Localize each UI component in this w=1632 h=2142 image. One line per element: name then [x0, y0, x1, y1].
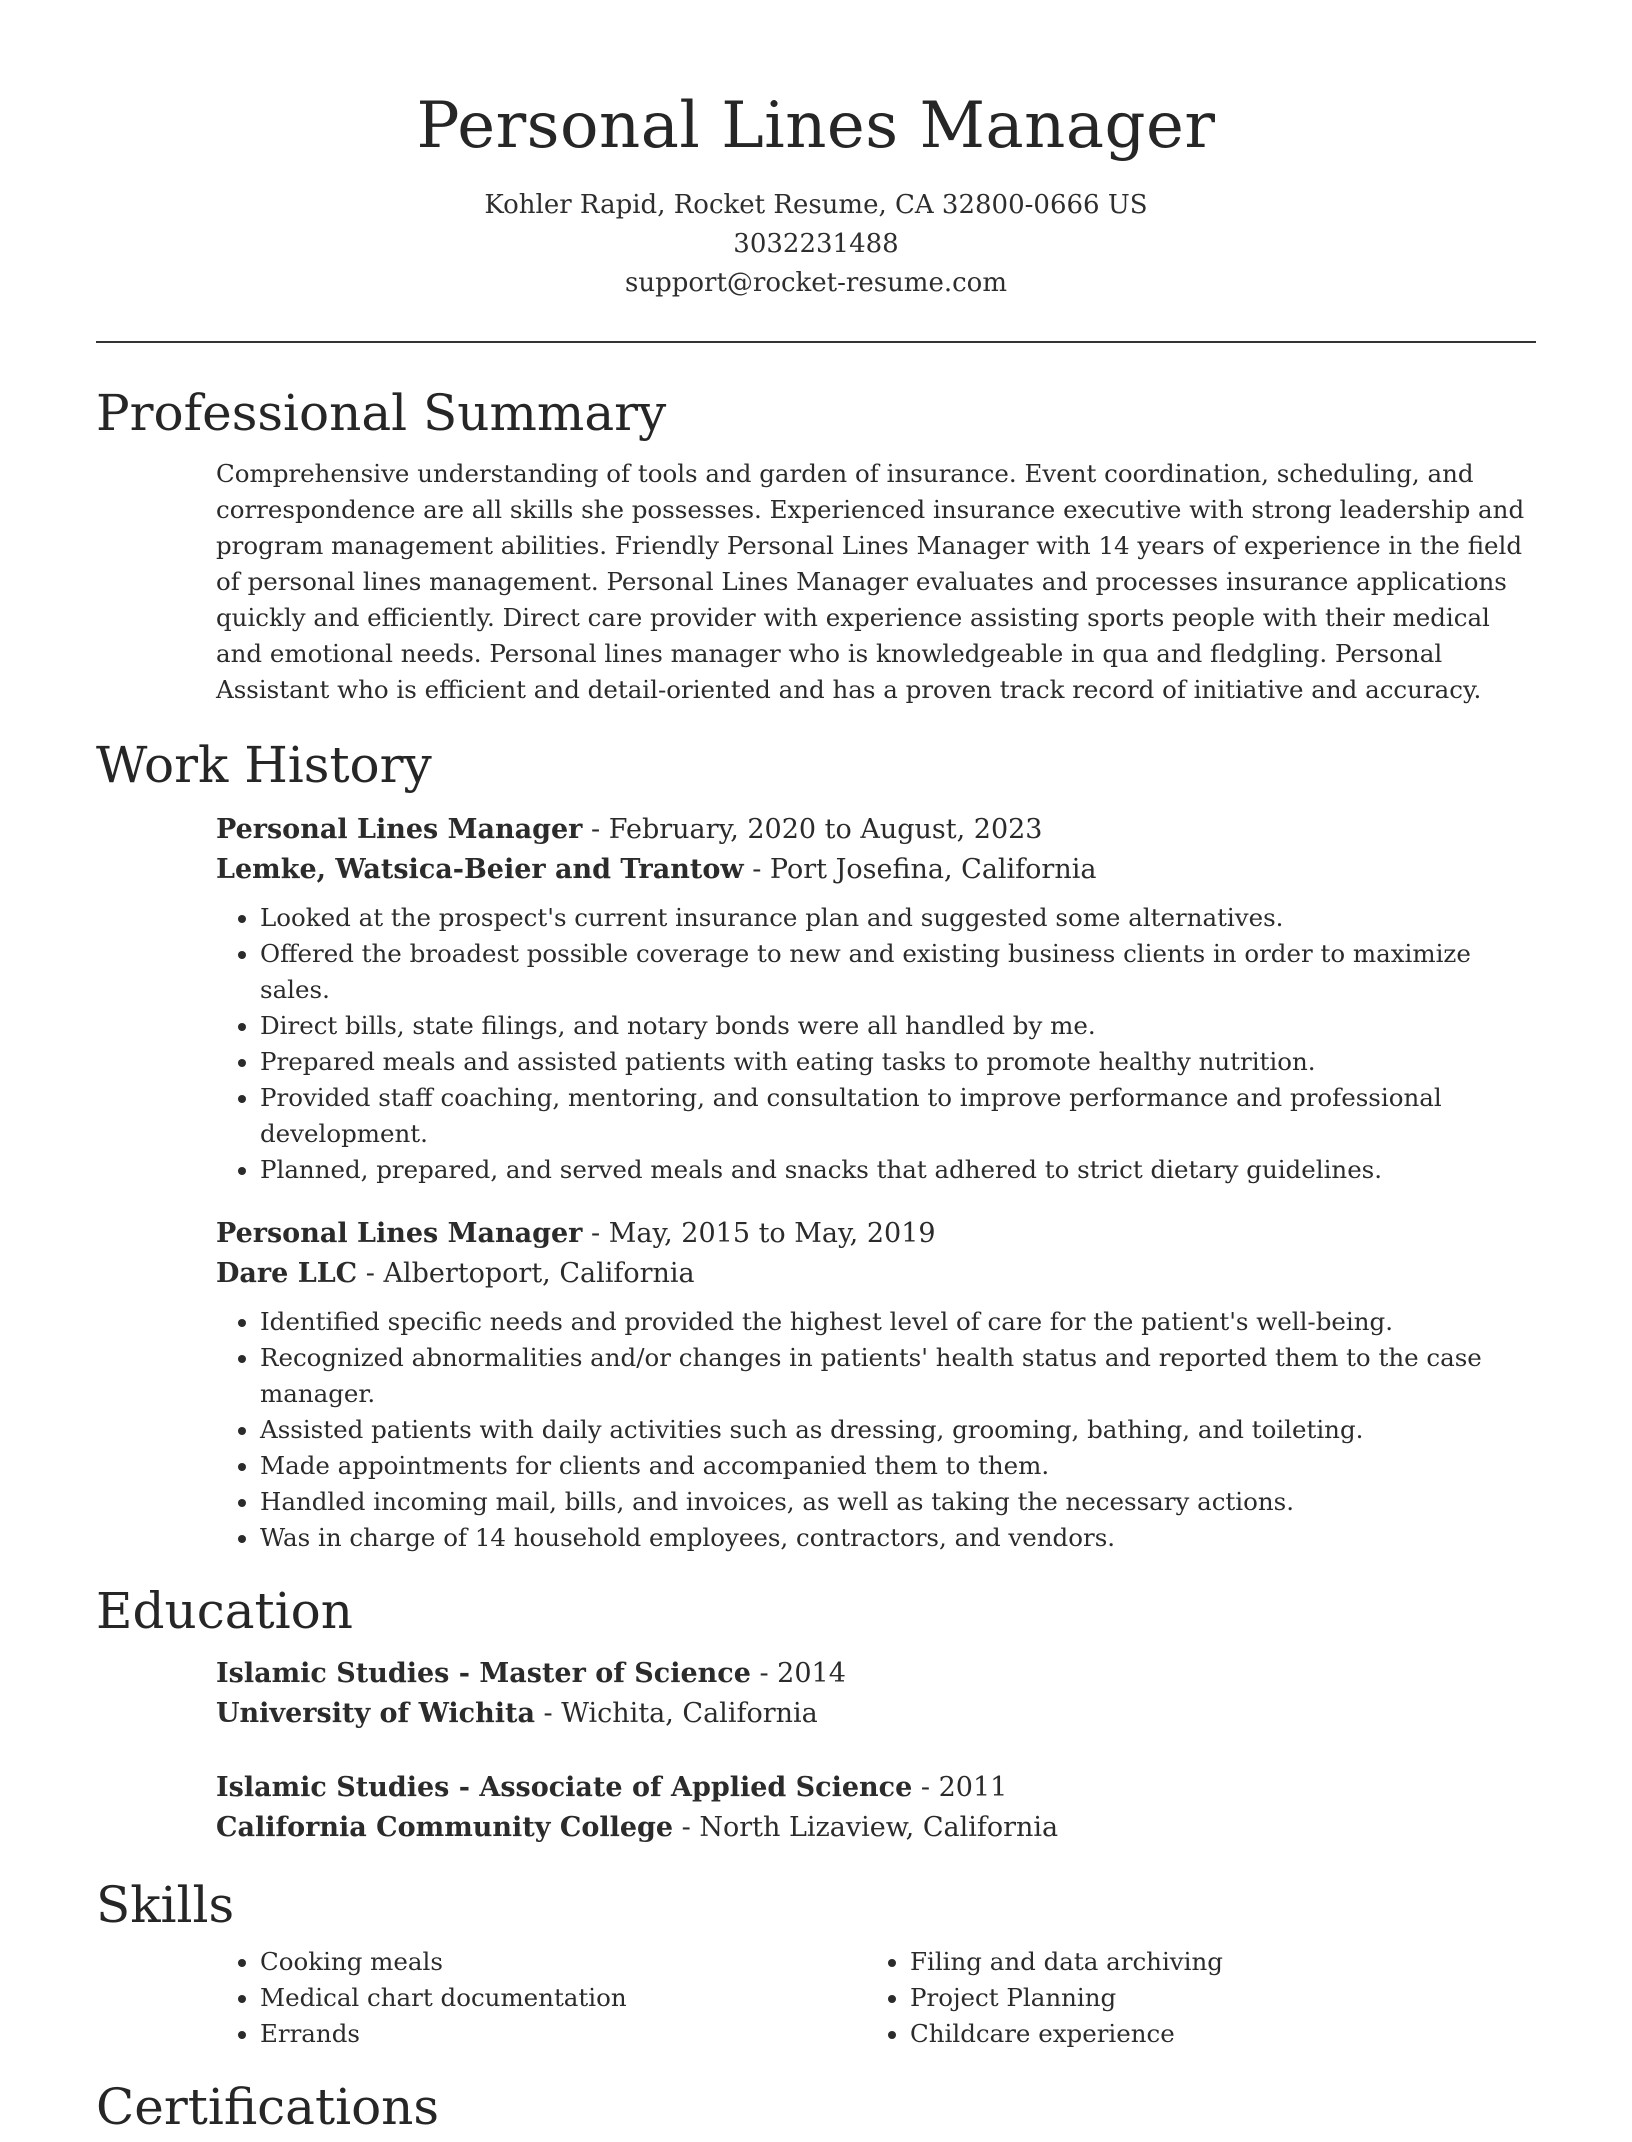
- job-company: Lemke, Watsica-Beier and Trantow: [216, 854, 744, 885]
- job-company-line: [216, 850, 1536, 890]
- education-school-line: [216, 1808, 1536, 1848]
- section-title-work: Work History: [96, 736, 432, 794]
- education-school: California Community College: [216, 1812, 674, 1843]
- job-bullet: • Offered the broadest possible coverage to new and existing business clients in order to maximize sales.: [260, 936, 1536, 1008]
- education-section: [96, 1576, 1536, 1848]
- skill-item: • Project Planning: [910, 1980, 1470, 2016]
- section-title-certifications: Certifications: [96, 2078, 440, 2136]
- skill-item: • Cooking meals: [260, 1944, 866, 1980]
- job-bullets: [216, 1304, 1536, 1556]
- job-location: - Albertoport, California: [357, 1258, 695, 1289]
- education-school: University of Wichita: [216, 1698, 535, 1729]
- job-title-line: [216, 1214, 1536, 1254]
- job-role: Personal Lines Manager: [216, 814, 583, 845]
- education-entry: [216, 1654, 1536, 1734]
- contact-phone: 3032231488: [733, 229, 899, 259]
- job-bullets: [216, 900, 1536, 1188]
- education-entry: [216, 1768, 1536, 1848]
- job-bullet: • Was in charge of 14 household employees, contractors, and vendors.: [260, 1520, 1536, 1556]
- job-bullet: • Handled incoming mail, bills, and invoices, as well as taking the necessary actions.: [260, 1484, 1536, 1520]
- job-entry: [216, 810, 1536, 1188]
- job-dates: - May, 2015 to May, 2019: [582, 1218, 936, 1249]
- job-bullet: • Recognized abnormalities and/or changes in patients' health status and reported them to the case manager.: [260, 1340, 1536, 1412]
- resume-header: [0, 0, 1632, 303]
- job-bullet: • Assisted patients with daily activities such as dressing, grooming, bathing, and toileting.: [260, 1412, 1536, 1448]
- education-year: - 2011: [912, 1772, 1008, 1803]
- contact-address: Kohler Rapid, Rocket Resume, CA 32800-0666 US: [484, 190, 1148, 220]
- skills-columns: [216, 1944, 1536, 2052]
- job-bullet: • Direct bills, state filings, and notary bonds were all handled by me.: [260, 1008, 1536, 1044]
- summary-text: Comprehensive understanding of tools and garden of insurance. Event coordination, scheduling, and correspondence are all skills she possesses. Experienced insurance executive with strong leadership and program management abilities. Friendly Personal Lines Manager with 14 years of experience in the field of personal lines management. Personal Lines Manager evaluates and processes insurance applications quickly and efficiently. Direct care provider with experience assisting sports people with their medical and emotional needs. Personal lines manager who is knowledgeable in qua and fledgling. Personal Assistant who is efficient and detail-oriented and has a proven track record of initiative and accuracy.: [216, 459, 1525, 704]
- skills-list-left: [216, 1944, 866, 2052]
- job-location: - Port Josefina, California: [743, 854, 1097, 885]
- skills-body: [216, 1944, 1536, 2052]
- job-bullet: • Planned, prepared, and served meals and snacks that adhered to strict dietary guidelines.: [260, 1152, 1536, 1188]
- job-bullet: • Looked at the prospect's current insurance plan and suggested some alternatives.: [260, 900, 1536, 936]
- skills-list-right: [866, 1944, 1470, 2052]
- summary-body: [216, 456, 1536, 708]
- job-company-line: [216, 1254, 1536, 1294]
- education-year: - 2014: [750, 1658, 846, 1689]
- resume-content: [96, 378, 1536, 2142]
- header-divider: [96, 341, 1536, 343]
- education-degree: Islamic Studies - Master of Science: [216, 1658, 751, 1689]
- job-bullet: • Identified specific needs and provided the highest level of care for the patient's well-being.: [260, 1304, 1536, 1340]
- contact-info: [0, 186, 1632, 303]
- job-company: Dare LLC: [216, 1258, 358, 1289]
- job-role: Personal Lines Manager: [216, 1218, 583, 1249]
- job-title-line: [216, 810, 1536, 850]
- section-title-skills: Skills: [96, 1876, 235, 1934]
- education-degree-line: [216, 1654, 1536, 1694]
- job-bullet: • Provided staff coaching, mentoring, and consultation to improve performance and professional development.: [260, 1080, 1536, 1152]
- skills-section: [96, 1870, 1536, 2052]
- education-degree: Islamic Studies - Associate of Applied Science: [216, 1772, 913, 1803]
- section-title-education: Education: [96, 1582, 353, 1640]
- education-location: - Wichita, California: [534, 1698, 818, 1729]
- job-bullet: • Prepared meals and assisted patients with eating tasks to promote healthy nutrition.: [260, 1044, 1536, 1080]
- skill-item: • Filing and data archiving: [910, 1944, 1470, 1980]
- skill-item: • Medical chart documentation: [260, 1980, 866, 2016]
- work-history-section: [96, 730, 1536, 1556]
- job-dates: - February, 2020 to August, 2023: [582, 814, 1043, 845]
- certifications-section: [96, 2072, 1536, 2142]
- section-title-summary: Professional Summary: [96, 384, 667, 442]
- education-body: [216, 1654, 1536, 1848]
- education-school-line: [216, 1694, 1536, 1734]
- contact-email: support@rocket-resume.com: [624, 268, 1007, 298]
- job-entry: [216, 1214, 1536, 1556]
- candidate-name: Personal Lines Manager: [416, 89, 1216, 163]
- education-degree-line: [216, 1768, 1536, 1808]
- job-bullet: • Made appointments for clients and accompanied them to them.: [260, 1448, 1536, 1484]
- education-location: - North Lizaview, California: [673, 1812, 1059, 1843]
- skill-item: • Errands: [260, 2016, 866, 2052]
- skill-item: • Childcare experience: [910, 2016, 1470, 2052]
- summary-section: [96, 378, 1536, 708]
- work-body: [216, 810, 1536, 1556]
